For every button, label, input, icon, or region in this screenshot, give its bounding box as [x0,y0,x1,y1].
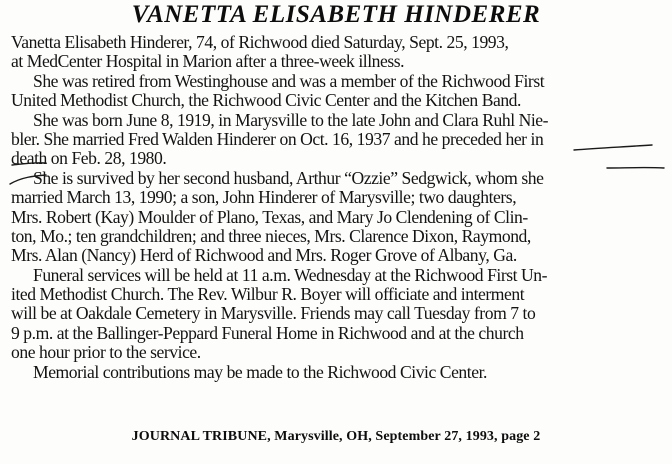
body-line: 9 p.m. at the Ballinger-Peppard Funeral Home in Richwood and at the church [11,322,524,343]
body-line: She was born June 8, 1919, in Marysville to the late John and Clara Ruhl Nie- [33,109,549,130]
body-line: She was retired from Westinghouse and was a member of the Richwood First [33,70,545,91]
obituary-headline: VANETTA ELISABETH HINDERER [131,1,541,28]
body-line: Funeral services will be held at 11 a.m. Wednesday at the Richwood First Un- [33,264,548,285]
body-line: Vanetta Elisabeth Hinderer, 74, of Richwood died Saturday, Sept. 25, 1993, [11,32,509,52]
body-line: Memorial contributions may be made to the Richwood Civic Center. [33,361,487,382]
body-line: ton, Mo.; ten grandchildren; and three nieces, Mrs. Clarence Dixon, Raymond, [11,225,531,246]
body-line: Mrs. Alan (Nancy) Herd of Richwood and Mrs. Roger Grove of Albany, Ga. [11,245,517,266]
body-line: death on Feb. 28, 1980. [11,148,167,169]
body-line: will be at Oakdale Cemetery in Marysville. Friends may call Tuesday from 7 to [11,303,536,324]
body-line: Mrs. Robert (Kay) Moulder of Plano, Texas, and Mary Jo Clendening of Clin- [11,206,528,227]
obituary-body [11,33,672,382]
body-line: at MedCenter Hospital in Marion after a three-week illness. [11,51,405,72]
body-line: married March 13, 1990; a son, John Hinderer of Marysville; two daughters, [11,187,517,208]
body-line: one hour prior to the service. [11,342,201,363]
body-line: She is survived by her second husband, Arthur “Ozzie” Sedgwick, whom she [33,167,544,188]
body-line: bler. She married Fred Walden Hinderer on Oct. 16, 1937 and he preceded her in [11,128,544,149]
source-credit: JOURNAL TRIBUNE, Marysville, OH, September 27, 1993, page 2 [131,429,541,444]
body-line: ited Methodist Church. The Rev. Wilbur R. Boyer will officiate and interment [11,284,525,305]
body-line: United Methodist Church, the Richwood Civic Center and the Kitchen Band. [11,90,521,111]
